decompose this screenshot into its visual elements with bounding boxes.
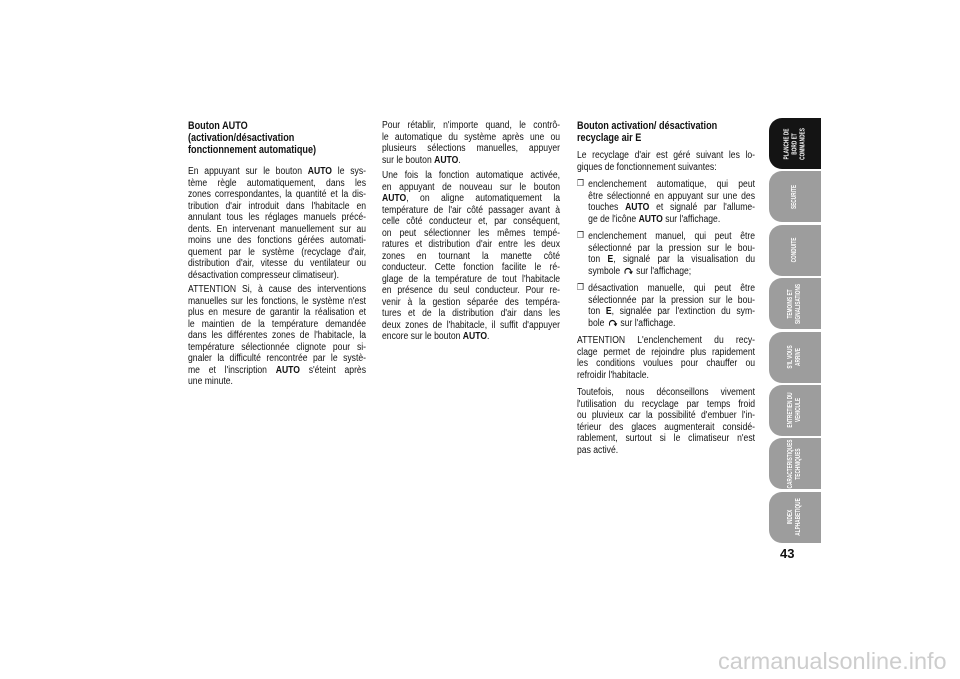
chapter-tab-label-line: S'IL VOUS <box>787 345 795 369</box>
text-run: symbole <box>588 265 623 277</box>
text-line: térieur des glaces augmenterait considé- <box>577 421 756 433</box>
bullet-marker-icon: ❒ <box>577 179 584 189</box>
text-line <box>382 331 560 343</box>
bold-term: E <box>607 254 614 265</box>
recirculation-icon <box>623 266 632 275</box>
text-line: ratures et distribution d'air entre les deux <box>382 239 561 250</box>
chapter-tab-label-line: COMMANDES <box>798 127 806 160</box>
recirculation-icon-shape <box>608 318 617 327</box>
text-line: deux zones de l'habitacle, il suffit d'appuyer <box>382 319 561 331</box>
bold-term: AUTO <box>462 331 488 342</box>
chapter-tab-label-line: VEHICULE <box>795 398 802 423</box>
recirculation-icon <box>608 318 617 327</box>
text-run: sur le bouton <box>382 154 435 166</box>
chapter-tab-label-line: SIGNALISATIONS <box>795 283 802 324</box>
text-line: zones correspondantes, la quantité et la dis- <box>188 189 367 200</box>
chapter-tab-label-line: INDEX <box>787 509 795 525</box>
chapter-tab-label-line: CONDUITE <box>791 237 799 263</box>
page-number: 43 <box>780 546 795 561</box>
chapter-tab-entretien-du-vehicule <box>769 385 821 436</box>
text-line: on peut sélectionner les mêmes tempé- <box>382 227 561 239</box>
text-line: quement par le système (recyclage d'air, <box>188 246 367 258</box>
text-line: tribution d'air introduit dans l'habitacle en <box>188 200 367 212</box>
chapter-tab-label-line: TEMOINS ET <box>787 289 795 319</box>
text-line: une minute. <box>188 376 233 387</box>
chapter-tab-label-line: SECURITE <box>791 184 799 209</box>
text-line: être sélectionné en appuyant sur une des <box>588 190 756 202</box>
text-line: sélectionné par la pression sur le bou- <box>588 242 756 254</box>
text-line: enclenchement manuel, qui peut être <box>588 231 756 242</box>
chapter-tab-label <box>791 238 799 263</box>
paragraph <box>577 150 755 173</box>
text-line: celle côté conducteur et, par conséquent, <box>382 216 561 227</box>
text-line: moins une des fonctions gérées automati- <box>188 235 367 246</box>
chapter-tab-label <box>787 393 803 428</box>
text-line: Bouton AUTO <box>188 120 248 132</box>
chapter-tab-label <box>783 128 806 160</box>
paragraph <box>382 170 560 343</box>
text-line: température de l'air côté passager avant à <box>382 204 561 216</box>
text-line: gnaler la difficulté rencontrée par le systè- <box>188 353 367 364</box>
section-heading <box>188 120 366 156</box>
bullet-item <box>577 179 755 225</box>
text-run: , signalée par l'extinction du sym- <box>611 306 756 317</box>
text-line: Pour rétablir, n'importe quand, le contrô- <box>382 120 561 131</box>
bullet-marker-icon: ❒ <box>577 283 584 293</box>
chapter-tab-label-line: ENTRETIEN DU <box>787 392 795 429</box>
bold-term: AUTO <box>625 202 650 213</box>
text-run: . <box>458 154 461 166</box>
chapter-tab-label-line: ALPHABETIQUE <box>795 498 802 537</box>
text-line: Le recyclage d'air est géré suivant les lo- <box>577 150 756 161</box>
text-line: en appuyant de nouveau sur le bouton <box>382 181 561 193</box>
chapter-tab-label <box>791 185 799 209</box>
text-line: refroidir l'habitacle. <box>577 369 649 381</box>
chapter-tab-conduite <box>769 225 821 276</box>
chapter-tab-label-line: CARACTERISTIQUES <box>787 439 795 489</box>
text-line: distribution d'air, vitesse du ventilateur ou <box>188 258 367 269</box>
text-line: enclenchement automatique, qui peut <box>588 179 756 190</box>
text-line: plus en mesure de garantir la réalisation et <box>188 307 367 318</box>
chapter-tab-index-alphabetique <box>769 492 821 543</box>
text-line: zones en tournant la manette côté <box>382 250 561 262</box>
text-line: température sélectionnée clignote pour si- <box>188 341 367 353</box>
chapter-tab-label <box>787 345 803 368</box>
bold-term: AUTO <box>638 213 663 225</box>
text-run: bole <box>588 317 607 329</box>
text-line <box>588 214 755 226</box>
text-line: le automatique du système après une ou <box>382 131 561 143</box>
text-line: désactivation manuelle, qui peut être <box>588 283 756 294</box>
text-column-left <box>188 120 366 388</box>
text-run: s'éteint après <box>299 364 367 376</box>
chapter-tab-label <box>787 284 803 324</box>
text-line: conducteur. Cette fonction facilite le ré- <box>382 262 561 273</box>
watermark: carmanualsonline.info <box>718 648 947 674</box>
text-line: les conditions voulues pour chauffer ou <box>577 358 756 369</box>
text-column-right <box>577 120 755 456</box>
text-line: fonctionnement automatique) <box>188 144 317 156</box>
bold-term: AUTO <box>382 193 407 204</box>
text-line <box>382 155 560 167</box>
text-run: ge de l'icône <box>588 213 639 225</box>
paragraph <box>577 335 755 381</box>
text-line: rablement, surtout si le climatiseur n'est <box>577 433 756 444</box>
text-line: ATTENTION L'enclenchement du recy- <box>577 335 756 346</box>
bullet-marker-icon: ❒ <box>577 231 584 241</box>
text-run: En appuyant sur le bouton <box>188 166 308 177</box>
text-line: (activation/désactivation <box>188 132 295 144</box>
chapter-tab-securite <box>769 171 821 222</box>
text-run: , on aligne automatiquement la <box>406 193 561 204</box>
recirculation-icon-shape <box>623 266 632 275</box>
text-run: et signalé par l'allume- <box>649 202 756 213</box>
text-line: sélectionnée par la pression sur le bou- <box>588 294 756 306</box>
text-line: venir à la gestion séparée des tempéra- <box>382 296 561 308</box>
text-line <box>382 193 560 205</box>
paragraph <box>188 166 366 281</box>
text-run: touches <box>588 202 626 213</box>
text-line: tème règle automatiquement, dans les <box>188 177 367 189</box>
chapter-tab-label-line: BORD ET <box>791 132 799 155</box>
chapter-tab-label-line: TECHNIQUES <box>795 448 802 480</box>
chapter-tab-planche-de-bord-et-commandes <box>769 118 821 169</box>
chapter-tab-label <box>787 498 803 536</box>
bold-term: AUTO <box>275 364 300 376</box>
text-line: en présence du seul conducteur. Pour re- <box>382 285 561 296</box>
bullet-item <box>577 231 755 277</box>
text-line: plusieurs sélections manuelles, appuyer <box>382 143 561 154</box>
text-line: glage de la température de tout l'habitacle <box>382 273 561 285</box>
text-line: ou pluvieux car la possibilité d'embuer l'in- <box>577 410 756 421</box>
chapter-tab-s-il-vous-arrive <box>769 332 821 383</box>
text-line: annulant tous les réglages manuels précé- <box>188 212 367 223</box>
text-run: , signalé par la visualisation du <box>613 254 756 265</box>
text-run: sur l'affichage. <box>662 213 721 225</box>
text-line: recyclage air E <box>577 132 642 144</box>
text-line: pas activé. <box>577 444 619 456</box>
text-line: Bouton activation/ désactivation <box>577 120 718 132</box>
text-run: ton <box>588 306 606 317</box>
bold-term: AUTO <box>307 166 332 177</box>
text-line <box>588 306 755 318</box>
chapter-tab-temoins-et-signalisations <box>769 278 821 329</box>
bold-term: E <box>605 306 612 317</box>
text-line <box>588 266 755 278</box>
paragraph <box>188 284 366 388</box>
text-line <box>188 365 366 377</box>
bullet-item <box>577 283 755 329</box>
text-line: dents. En intervenant manuellement sur au <box>188 223 367 235</box>
text-column-middle <box>382 120 560 343</box>
text-line: clage permet de rejoindre plus rapidement <box>577 346 756 358</box>
text-run: sur l'affichage; <box>633 265 692 277</box>
bold-term: AUTO <box>434 154 459 166</box>
text-line: désactivation compresseur climatiseur). <box>188 269 340 281</box>
text-run: sur l'affichage. <box>618 317 676 329</box>
text-line: ATTENTION Si, à cause des interventions <box>188 284 367 295</box>
text-line <box>188 166 366 178</box>
text-line: l'utilisation du recyclage par temps froid <box>577 398 756 410</box>
text-line: le maintien de la température demandée <box>188 318 367 330</box>
text-line <box>588 318 755 330</box>
text-line: dans les différentes zones de l'habitacle, la <box>188 330 367 341</box>
text-line <box>588 254 755 266</box>
chapter-tab-label <box>787 439 803 488</box>
chapter-tab-label-line: ARRIVE <box>795 348 802 367</box>
text-line: tures et de la distribution d'air dans les <box>382 308 561 319</box>
text-line: Toutefois, nous déconseillons vivement <box>577 387 756 398</box>
chapter-tab-label-line: PLANCHE DE <box>783 128 791 159</box>
text-run: . <box>487 331 490 342</box>
text-line <box>588 202 755 214</box>
text-run: le sys- <box>331 166 367 177</box>
chapter-tab-index <box>769 118 821 545</box>
text-line: Une fois la fonction automatique activée, <box>382 170 561 181</box>
paragraph <box>577 387 755 456</box>
chapter-tab-caracteristiques-techniques <box>769 438 821 489</box>
text-run: encore sur le bouton <box>382 331 463 342</box>
text-line: manuelles sur les fonctions, le système n'est <box>188 295 367 307</box>
text-line: giques de fonctionnement suivantes: <box>577 161 717 173</box>
text-run: ton <box>588 254 608 265</box>
text-run: me et l'inscription <box>188 364 276 376</box>
paragraph <box>382 120 560 166</box>
section-heading <box>577 120 755 144</box>
